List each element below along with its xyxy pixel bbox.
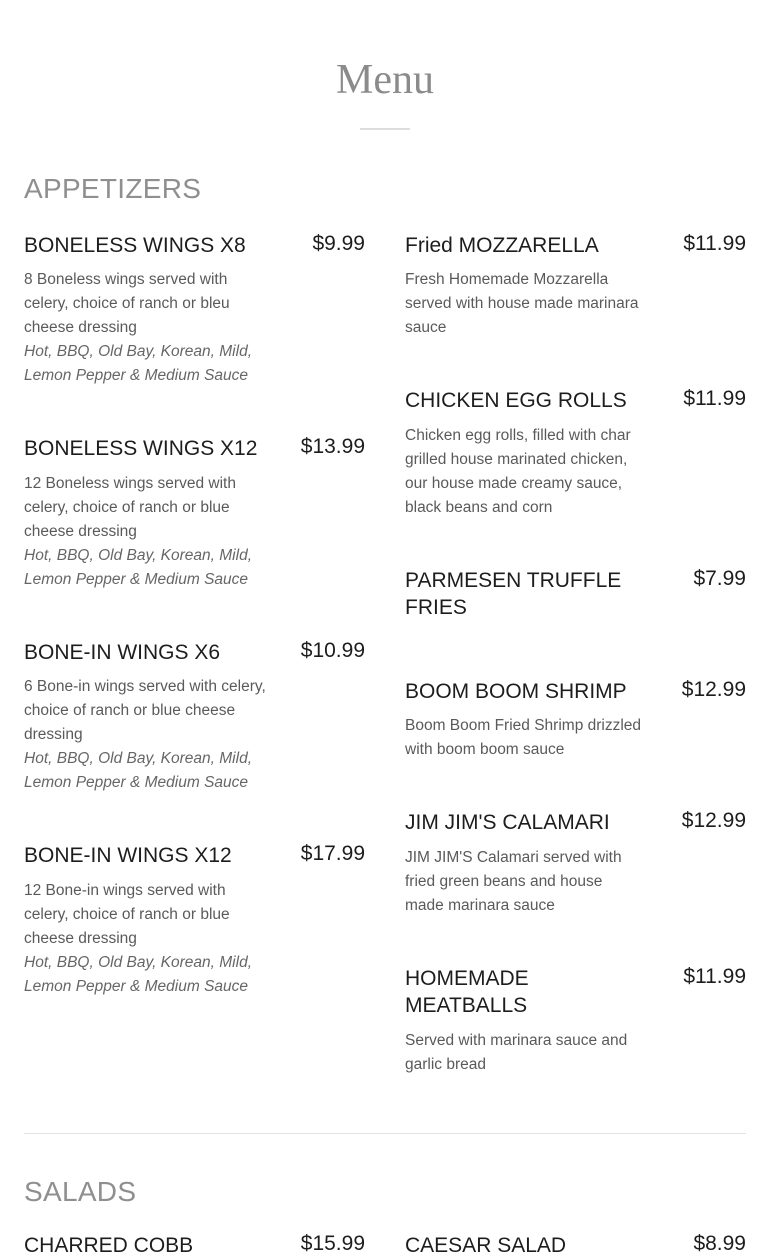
item-sauce-options: Hot, BBQ, Old Bay, Korean, Mild, Lemon Pepper & Medium Sauce [24,547,252,588]
section-title-appetizers: APPETIZERS [24,173,202,204]
item-price: $12.99 [681,678,746,701]
item-name: CHICKEN EGG ROLLS [405,389,627,412]
item-price: $10.99 [300,639,365,662]
section-title-salads: SALADS [24,1176,137,1207]
title-divider [360,128,410,130]
item-name: BONELESS WINGS X8 [24,234,246,257]
item-description: 12 Bone-in wings served with celery, choice of ranch or blue cheese dressing [24,882,230,947]
item-name: JIM JIM'S CALAMARI [405,811,610,834]
item-name: BONE-IN WINGS X12 [24,844,232,867]
item-price: $13.99 [300,435,365,458]
item-description: Chicken egg rolls, filled with char grilled house marinated chicken, our house made creamy sauce, black beans and corn [405,427,631,516]
item-price: $17.99 [300,842,365,865]
section-divider [24,1133,746,1134]
item-price: $8.99 [693,1232,746,1255]
item-price: $11.99 [683,387,746,410]
item-sauce-options: Hot, BBQ, Old Bay, Korean, Mild, Lemon Pepper & Medium Sauce [24,750,252,791]
item-description: 12 Boneless wings served with celery, choice of ranch or blue cheese dressing [24,475,236,540]
item-price: $15.99 [300,1232,365,1255]
item-description: JIM JIM'S Calamari served with fried green beans and house made marinara sauce [405,849,622,914]
item-price: $9.99 [312,232,365,255]
page-title: Menu [336,57,434,103]
item-sauce-options: Hot, BBQ, Old Bay, Korean, Mild, Lemon Pepper & Medium Sauce [24,954,252,995]
item-sauce-options: Hot, BBQ, Old Bay, Korean, Mild, Lemon Pepper & Medium Sauce [24,343,252,384]
item-name: HOMEMADE MEATBALLS [405,967,529,1017]
item-price: $11.99 [683,965,746,988]
item-name: PARMESEN TRUFFLE FRIES [405,569,622,619]
item-name: CAESAR SALAD [405,1234,567,1257]
item-description: 8 Boneless wings served with celery, choice of ranch or bleu cheese dressing [24,271,230,336]
item-name: Fried MOZZARELLA [405,234,599,257]
item-description: 6 Bone-in wings served with celery, choice of ranch or blue cheese dressing [24,678,266,743]
item-name: BONELESS WINGS X12 [24,437,258,460]
item-name: BOOM BOOM SHRIMP [405,680,627,703]
item-price: $7.99 [693,567,746,590]
item-description: Fresh Homemade Mozzarella served with house made marinara sauce [405,271,639,336]
item-name: CHARRED COBB [24,1234,194,1257]
item-price: $12.99 [681,809,746,832]
item-name: BONE-IN WINGS X6 [24,641,221,664]
item-description: Boom Boom Fried Shrimp drizzled with boom boom sauce [405,717,642,758]
item-description: Served with marinara sauce and garlic bread [405,1032,628,1073]
item-price: $11.99 [683,232,746,255]
